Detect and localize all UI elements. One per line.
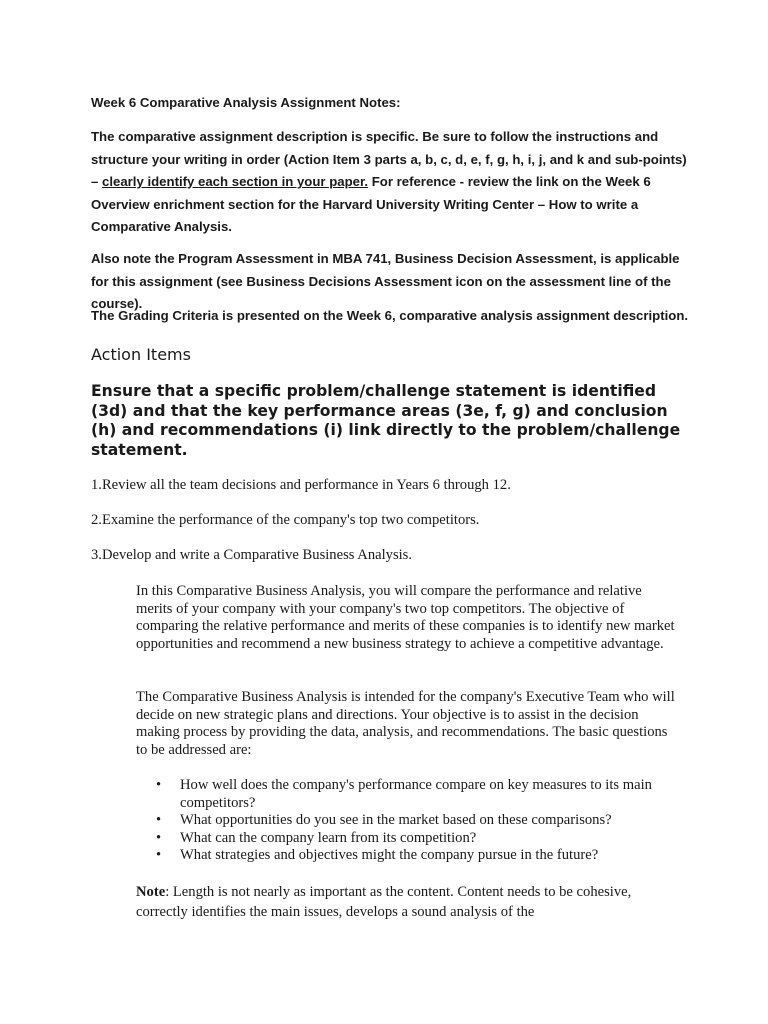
action-item-2: 2.Examine the performance of the company's top two competitors. — [91, 512, 480, 528]
list-item — [136, 830, 696, 848]
action-item-1: 1.Review all the team decisions and performance in Years 6 through 12. — [91, 477, 511, 493]
bullet-icon: • — [156, 812, 162, 829]
note-paragraph — [136, 883, 681, 922]
list-item-text: What strategies and objectives might the company pursue in the future? — [180, 847, 599, 864]
action-items-heading: Action Items — [91, 345, 191, 364]
problem-statement-heading: Ensure that a specific problem/challenge statement is identified (3d) and that the key performance areas (3e, f, g) and conclusion (h) and recommendations (i) link directly to the problem/challenge statement. — [91, 382, 681, 459]
basic-questions-list — [136, 777, 696, 865]
bullet-icon: • — [156, 829, 162, 846]
analysis-intro-paragraph: In this Comparative Business Analysis, you will compare the performance and relative merits of your company with your company's two top competitors. The objective of comparing the relative performance and merits of these companies is to identify new market opportunities and recommend a new business strategy to achieve a competitive advantage. — [136, 583, 675, 652]
list-item-text: What opportunities do you see in the market based on these comparisons? — [180, 812, 612, 829]
list-item — [136, 812, 696, 830]
list-item-text: What can the company learn from its competition? — [180, 829, 477, 846]
document-title: Week 6 Comparative Analysis Assignment Notes: — [91, 95, 401, 110]
note-text: : Length is not nearly as important as the content. Content needs to be cohesive, correctly identifies the main issues, develops a sound analysis of the — [136, 884, 632, 920]
grading-criteria-paragraph: The Grading Criteria is presented on the Week 6, comparative analysis assignment description. — [91, 308, 689, 323]
list-item — [136, 847, 696, 865]
instructions-paragraph — [91, 126, 691, 239]
analysis-audience-paragraph: The Comparative Business Analysis is intended for the company's Executive Team who will decide on new strategic plans and directions. Your objective is to assist in the decision making process by providing the data, analysis, and recommendations. The basic questions to be addressed are: — [136, 689, 675, 758]
program-assessment-paragraph: Also note the Program Assessment in MBA 741, Business Decision Assessment, is applicable for this assignment (see Business Decisions Assessment icon on the assessment line of the course). — [91, 251, 680, 311]
bullet-icon: • — [156, 847, 162, 864]
instructions-text-start: The comparative assignment description is specific. Be sure to follow the instructions and structure your writing in order (Action Item 3 parts a, b, c, d, e, f, g, h, i, j, and k and sub-points) – — [91, 129, 687, 189]
instructions-underlined-text: clearly identify each section in your paper. — [102, 174, 369, 189]
note-label: Note — [136, 884, 166, 900]
list-item — [136, 777, 696, 812]
list-item-text: How well does the company's performance compare on key measures to its main competitors? — [180, 777, 652, 811]
bullet-icon: • — [156, 777, 162, 793]
instructions-text-end: For reference - review the link on the Week 6 Overview enrichment section for the Harvard University Writing Center – How to write a Comparative Analysis. — [91, 174, 651, 234]
action-item-3: 3.Develop and write a Comparative Business Analysis. — [91, 547, 413, 563]
